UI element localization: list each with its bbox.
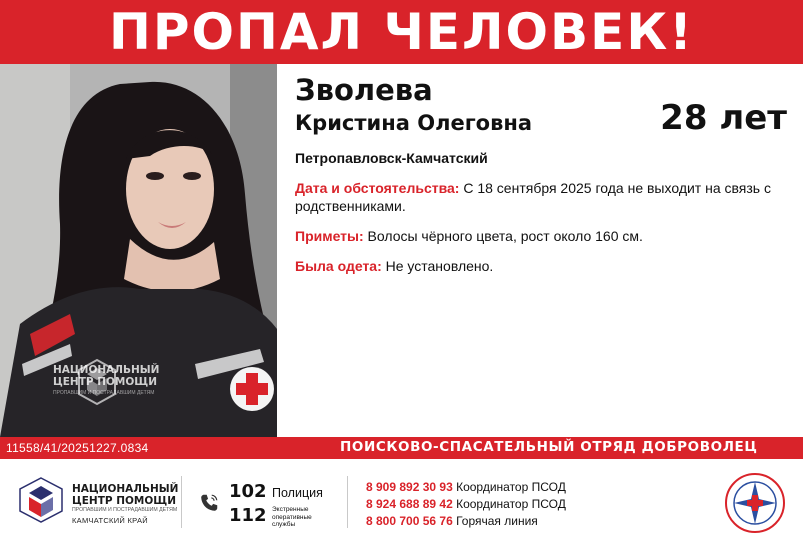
contact-role: Координатор ПСОД bbox=[456, 480, 566, 494]
footer-divider bbox=[181, 476, 182, 528]
features-paragraph bbox=[295, 227, 775, 245]
police-number: 102 bbox=[229, 481, 267, 502]
case-id: 11558/41/20251227.0834 bbox=[6, 441, 149, 455]
contact-role: Координатор ПСОД bbox=[456, 497, 566, 511]
missing-person-banner bbox=[0, 0, 803, 64]
contact-row bbox=[366, 479, 566, 496]
phone-icon bbox=[198, 492, 220, 514]
person-given-names: Кристина Олеговна bbox=[295, 111, 533, 135]
pso-logo-icon bbox=[724, 472, 786, 534]
police-label: Полиция bbox=[272, 486, 323, 500]
circumstances-text: С 18 сентября 2025 года не выходит на связь с родственниками. bbox=[295, 180, 771, 214]
photo-watermark-line2: ЦЕНТР ПОМОЩИ bbox=[53, 376, 158, 388]
photo-watermark-line1: НАЦИОНАЛЬНЫЙ bbox=[53, 364, 160, 376]
footer-divider bbox=[347, 476, 348, 528]
photo-watermark-text bbox=[53, 364, 159, 388]
contact-phone: 8 909 892 30 93 bbox=[366, 480, 453, 494]
clothes-text: Не установлено. bbox=[381, 258, 494, 274]
footer-region: КАМЧАТСКИЙ КРАЙ bbox=[72, 516, 148, 525]
features-label: Приметы: bbox=[295, 228, 364, 244]
center-logo-icon bbox=[18, 477, 64, 523]
person-city: Петропавловск-Камчатский bbox=[295, 150, 488, 166]
contact-role: Горячая линия bbox=[456, 514, 538, 528]
photo-watermark-sub: ПРОПАВШИМ И ПОСТРАДАВШИМ ДЕТЯМ bbox=[53, 390, 155, 396]
contact-row bbox=[366, 513, 566, 530]
emergency-number: 112 bbox=[229, 505, 267, 526]
features-text: Волосы чёрного цвета, рост около 160 см. bbox=[363, 228, 643, 244]
circumstances-label: Дата и обстоятельства: bbox=[295, 180, 460, 196]
clothes-paragraph bbox=[295, 257, 775, 275]
person-age: 28 лет bbox=[660, 98, 787, 138]
contact-phone: 8 800 700 56 76 bbox=[366, 514, 453, 528]
circumstances-paragraph bbox=[295, 179, 775, 215]
footer-org-name bbox=[72, 483, 178, 507]
contacts-list bbox=[366, 479, 566, 530]
search-team-name: ПОИСКОВО-СПАСАТЕЛЬНЫЙ ОТРЯД ДОБРОВОЛЕЦ bbox=[340, 439, 758, 455]
contact-phone: 8 924 688 89 42 bbox=[366, 497, 453, 511]
footer-org-line1: НАЦИОНАЛЬНЫЙ bbox=[72, 483, 179, 495]
clothes-label: Была одета: bbox=[295, 258, 382, 274]
footer-org-sub: ПРОПАВШИМ И ПОСТРАДАВШИМ ДЕТЯМ bbox=[72, 507, 178, 513]
banner-title: ПРОПАЛ ЧЕЛОВЕК! bbox=[108, 3, 694, 61]
emergency-label: Экстренные оперативные службы bbox=[272, 506, 312, 528]
person-surname: Зволева bbox=[295, 73, 433, 107]
contact-row bbox=[366, 496, 566, 513]
person-photo bbox=[0, 64, 277, 437]
footer bbox=[0, 459, 803, 535]
footer-org-line2: ЦЕНТР ПОМОЩИ bbox=[72, 495, 177, 507]
person-info bbox=[295, 70, 795, 435]
